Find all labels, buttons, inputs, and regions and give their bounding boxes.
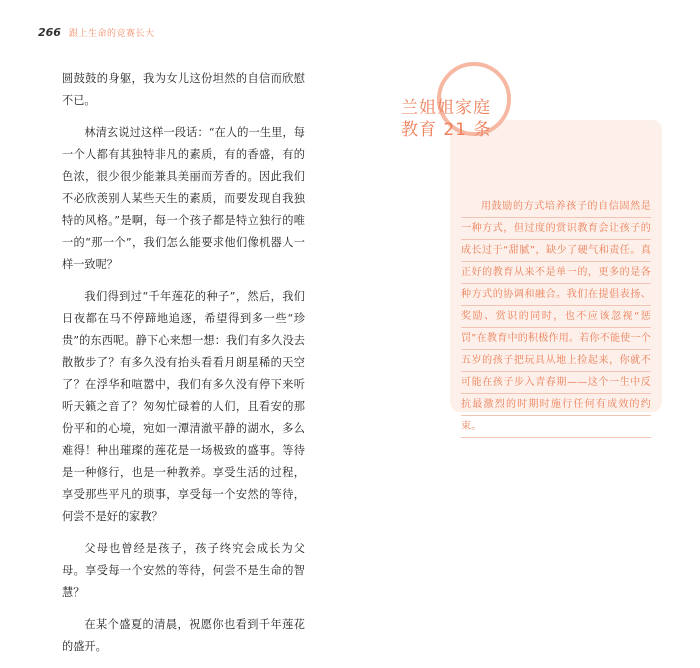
paragraph: 圆鼓鼓的身躯，我为女儿这份坦然的自信而欣慰不已。 (62, 72, 305, 107)
paragraph: 林清玄说过这样一段话：“在人的一生里，每一个人都有其独特非凡的素质，有的香盛，有的色浓，很少很少能兼具美丽而芳香的。因此我们不必欣羡别人某些天生的素质，而要发现自我独特的风格。”是啊，每一个孩子都是特立独行的唯一的“那一个”，我们怎么能要求他们像机器人一样一致呢？ (62, 126, 305, 271)
paragraph: 父母也曾经是孩子，孩子终究会成长为父母。享受每一个安然的等待，何尝不是生命的智慧？ (62, 542, 305, 599)
sidebar-quote-text: 用鼓励的方式培养孩子的自信固然是一种方式，但过度的赏识教育会让孩子的成长过于“甜腻”，缺少了硬气和责任。真正好的教育从来不是单一的，更多的是各种方式的协调和融合。我们在提倡表扬、奖励、赏识的同时，也不应该忽视“惩罚”在教育中的积极作用。若你不能使一个五岁的孩子把玩具从地上捡起来，你就不可能在孩子步入青春期——这个一生中反抗最激烈的时期时施行任何有成效的约束。 (461, 201, 651, 432)
sidebar-title (401, 97, 491, 141)
book-title: 跟上生命的竞赛长大 (68, 29, 155, 39)
sidebar-title-line2: 教育 21 条 (401, 120, 492, 140)
main-text (62, 68, 305, 668)
paragraph: 我们得到过“千年莲花的种子”，然后，我们日夜都在马不停蹄地追逐，希望得到多一些“珍贵”的东西呢。静下心来想一想：我们有多久没去散散步了？有多久没有抬头看看月朗星稀的天空了？在浮华和喧嚣中，我们有多久没有停下来听听天籁之音了？匆匆忙碌着的人们，且看安的那份平和的心境，宛如一潭清澈平静的湖水，多么难得！种出璀璨的莲花是一场极致的盛事。等待是一种修行，也是一种教养。享受生活的过程，享受那些平凡的琐事，享受每一个安然的等待，何尝不是好的家教？ (62, 290, 305, 523)
page-number: 266 (38, 26, 61, 39)
page-header (38, 26, 154, 39)
paragraph: 在某个盛夏的清晨，祝愿你也看到千年莲花的盛开。 (62, 618, 305, 653)
sidebar-title-line1: 兰姐姐家庭 (401, 98, 491, 118)
sidebar-quote (461, 196, 651, 438)
